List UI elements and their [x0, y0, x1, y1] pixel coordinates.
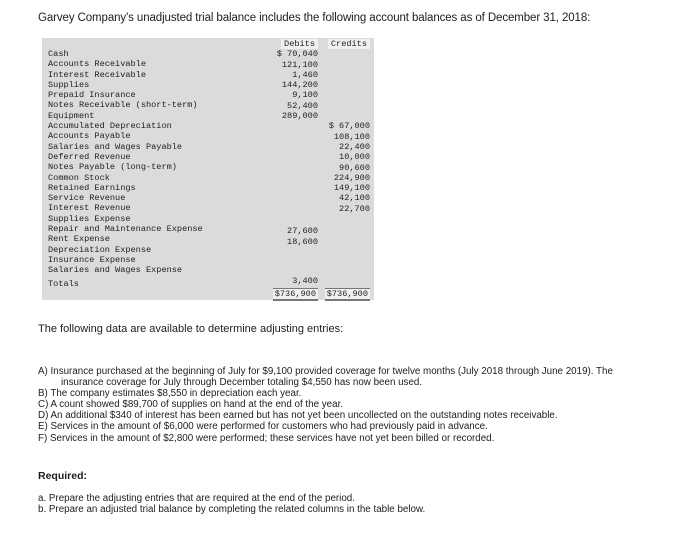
- debit-amount: [252, 163, 318, 173]
- account-name: Salaries and Wages Payable: [48, 141, 183, 152]
- credit-amount: [320, 237, 370, 247]
- required-heading: Required:: [38, 470, 88, 482]
- account-name: Accounts Receivable: [48, 59, 146, 70]
- account-name: Depreciation Expense: [48, 244, 152, 255]
- account-name: Insurance Expense: [48, 254, 136, 265]
- credit-amount: [320, 226, 370, 236]
- credit-amount: 149,100: [333, 183, 370, 194]
- credit-amount: [320, 214, 370, 224]
- debit-amount: [252, 247, 318, 257]
- adjustment-item: A) Insurance purchased at the beginning of July for $9,100 provided coverage for twelve months (July 2018 through June 2019). The: [38, 366, 613, 377]
- account-name: Salaries and Wages Expense: [48, 265, 183, 276]
- account-name: Accounts Payable: [48, 131, 131, 142]
- account-name: Accumulated Depreciation: [48, 121, 172, 132]
- account-name: Service Revenue: [48, 193, 126, 204]
- credit-amount: [320, 276, 370, 286]
- credit-amount: [320, 49, 370, 59]
- totals-label: Totals: [48, 278, 79, 289]
- debit-amount: 3,400: [292, 275, 318, 286]
- account-name: Supplies Expense: [48, 213, 131, 224]
- credit-amount: 90,600: [339, 162, 370, 173]
- account-name: Supplies: [48, 79, 90, 90]
- debit-amount: 52,400: [287, 100, 318, 111]
- credit-amount: 108,100: [333, 131, 370, 142]
- adjustment-item: B) The company estimates $8,550 in depreciation each year.: [38, 388, 302, 400]
- account-names-column: [48, 49, 203, 289]
- debit-amount: [252, 132, 318, 142]
- debit-amount: 18,600: [287, 236, 318, 247]
- adjustment-item: C) A count showed $89,700 of supplies on hand at the end of the year.: [38, 399, 344, 411]
- debit-amount: [252, 214, 318, 224]
- debit-amount: 144,200: [281, 80, 318, 91]
- account-name: Rent Expense: [48, 234, 110, 245]
- debit-amount: [252, 173, 318, 183]
- debit-amount: 121,100: [281, 59, 318, 70]
- credit-amount: [320, 60, 370, 70]
- adjustment-item: D) An additional $340 of interest has been earned but has not yet been uncollected on the outstanding notes receivable.: [38, 410, 558, 422]
- credit-total: $736,900: [325, 288, 370, 301]
- credit-amount: [320, 80, 370, 90]
- credits-header: Credits: [328, 39, 370, 49]
- credit-amount: [320, 257, 370, 267]
- debit-total: $736,900: [273, 288, 318, 301]
- credit-amount: [320, 70, 370, 80]
- debits-header: Debits: [281, 39, 318, 49]
- debit-amount: [252, 152, 318, 162]
- debit-amount: [252, 121, 318, 131]
- credit-amount: $ 67,000: [328, 121, 370, 132]
- adjustment-data-list: [38, 366, 688, 444]
- credit-amount: [320, 90, 370, 100]
- account-name: Cash: [48, 49, 69, 59]
- required-list: [38, 493, 425, 515]
- credit-amount: 42,100: [339, 193, 370, 204]
- account-name: Notes Payable (long-term): [48, 162, 177, 173]
- debit-amount: [252, 257, 318, 267]
- credit-amount: [320, 111, 370, 121]
- required-item: b. Prepare an adjusted trial balance by completing the related columns in the table below.: [38, 504, 426, 516]
- credit-amount: 22,400: [339, 141, 370, 152]
- adjustment-item-continued: insurance coverage for July through December totaling $4,550 has now been used.: [61, 377, 423, 389]
- account-name: Deferred Revenue: [48, 151, 131, 162]
- account-name: Interest Revenue: [48, 203, 131, 214]
- debit-amount: 289,000: [281, 111, 318, 122]
- debit-amount: 27,600: [287, 226, 318, 237]
- account-name: Notes Receivable (short-term): [48, 100, 198, 111]
- debit-amount: 9,100: [292, 90, 318, 101]
- debit-amount: 1,460: [292, 69, 318, 80]
- credit-amount: 10,000: [339, 152, 370, 163]
- debit-amount: [252, 183, 318, 193]
- credit-amount: [320, 247, 370, 257]
- adjustment-item: E) Services in the amount of $6,000 were performed for customers who had previously paid in advance.: [38, 421, 488, 433]
- account-name: Equipment: [48, 110, 95, 121]
- debits-column: [252, 39, 318, 298]
- account-name: Repair and Maintenance Expense: [48, 224, 203, 235]
- adjustment-item: F) Services in the amount of $2,800 were performed; these services have not yet been billed or recorded.: [38, 432, 495, 444]
- credit-amount: 224,900: [333, 172, 370, 183]
- credit-amount: 22,700: [339, 203, 370, 214]
- required-item: a. Prepare the adjusting entries that are required at the end of the period.: [38, 493, 355, 504]
- adjustments-lead-text: The following data are available to determine adjusting entries:: [38, 323, 344, 335]
- account-name: Common Stock: [48, 172, 110, 183]
- account-name: Retained Earnings: [48, 182, 136, 193]
- credits-column: [320, 39, 370, 298]
- debit-amount: [252, 142, 318, 152]
- debit-amount: [252, 193, 318, 203]
- credit-amount: [320, 101, 370, 111]
- account-name: Prepaid Insurance: [48, 90, 136, 101]
- debit-amount: $ 70,040: [276, 49, 318, 60]
- intro-text: Garvey Company's unadjusted trial balance includes the following account balances as of December 31, 2018:: [38, 12, 591, 24]
- account-name: Interest Receivable: [48, 69, 146, 80]
- debit-amount: [252, 204, 318, 214]
